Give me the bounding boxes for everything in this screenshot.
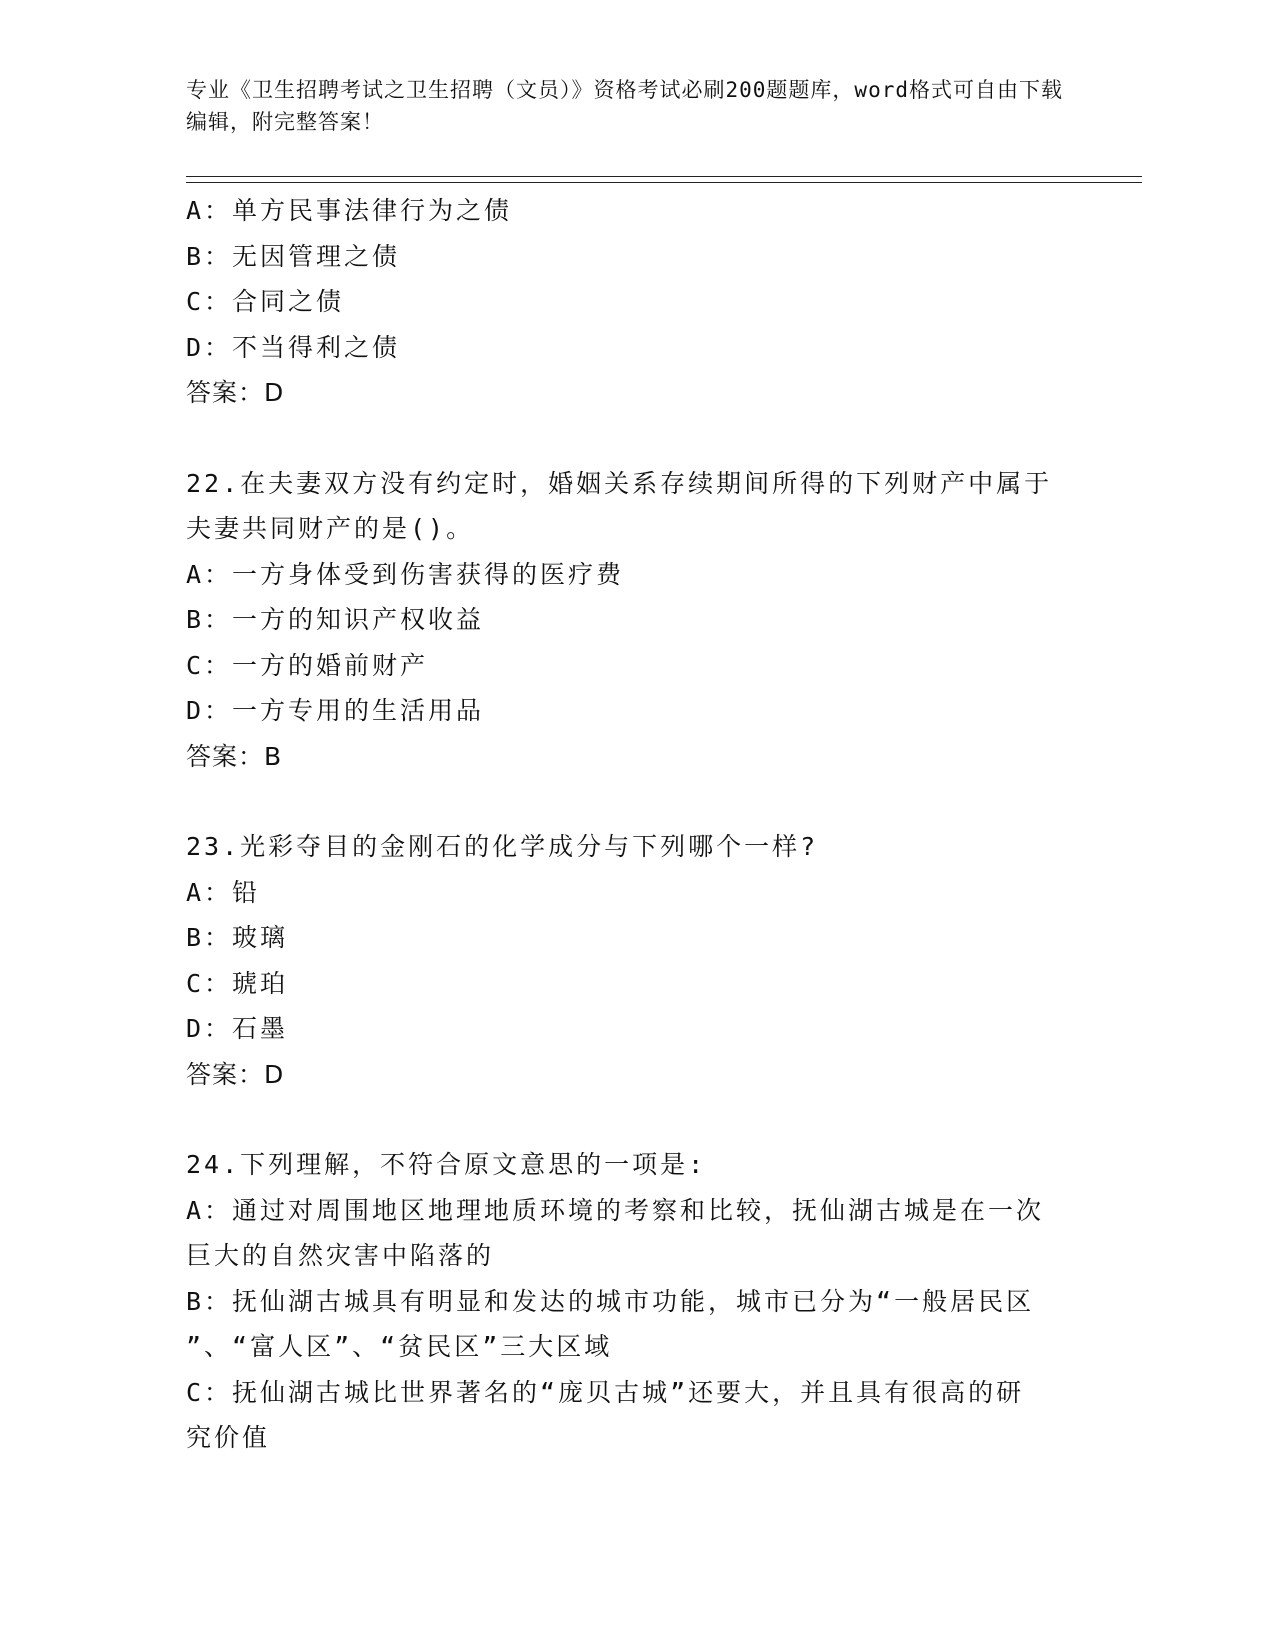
option-c: C：抚仙湖古城比世界著名的“庞贝古城”还要大，并且具有很高的研 [186, 1377, 1025, 1407]
option-b: B：抚仙湖古城具有明显和发达的城市功能，城市已分为“一般居民区 [186, 1286, 1035, 1316]
option-a: A：通过对周围地区地理地质环境的考察和比较，抚仙湖古城是在一次 [186, 1195, 1045, 1225]
answer-line: 答案：D [186, 378, 285, 407]
question-stem: 22.在夫妻双方没有约定时，婚姻关系存续期间所得的下列财产中属于 [186, 468, 1053, 498]
header-rule-bottom [186, 182, 1142, 183]
option-a: A：铅 [186, 877, 261, 907]
option-b: B：一方的知识产权收益 [186, 605, 485, 634]
question-stem-cont: 夫妻共同财产的是()。 [186, 514, 475, 543]
option-a: A：一方身体受到伤害获得的医疗费 [186, 559, 625, 589]
option-a-cont: 巨大的自然灾害中陷落的 [186, 1241, 495, 1270]
option-c: C：一方的婚前财产 [186, 650, 429, 680]
option-d: D：不当得利之债 [186, 332, 401, 362]
option-d: D：石墨 [186, 1014, 289, 1043]
document-header: 专业《卫生招聘考试之卫生招聘（文员）》资格考试必刷200题题库，word格式可自由下载编辑，附完整答案！ [186, 78, 1063, 134]
option-d: D：一方专用的生活用品 [186, 696, 485, 725]
question-stem: 24.下列理解，不符合原文意思的一项是: [186, 1150, 707, 1179]
option-c: C：琥珀 [186, 968, 289, 998]
option-b: B：无因管理之债 [186, 241, 401, 271]
header-rule-top [186, 176, 1142, 177]
option-c: C：合同之债 [186, 287, 345, 316]
option-b-cont: ”、“富人区”、“贫民区”三大区域 [186, 1332, 613, 1361]
question-content [186, 188, 1086, 1461]
question-stem: 23.光彩夺目的金刚石的化学成分与下列哪个一样? [186, 832, 819, 861]
answer-line: 答案：D [186, 1059, 285, 1089]
option-c-cont: 究价值 [186, 1423, 271, 1452]
option-a: A：单方民事法律行为之债 [186, 196, 513, 225]
option-b: B：玻璃 [186, 923, 289, 952]
answer-line: 答案：B [186, 741, 283, 771]
